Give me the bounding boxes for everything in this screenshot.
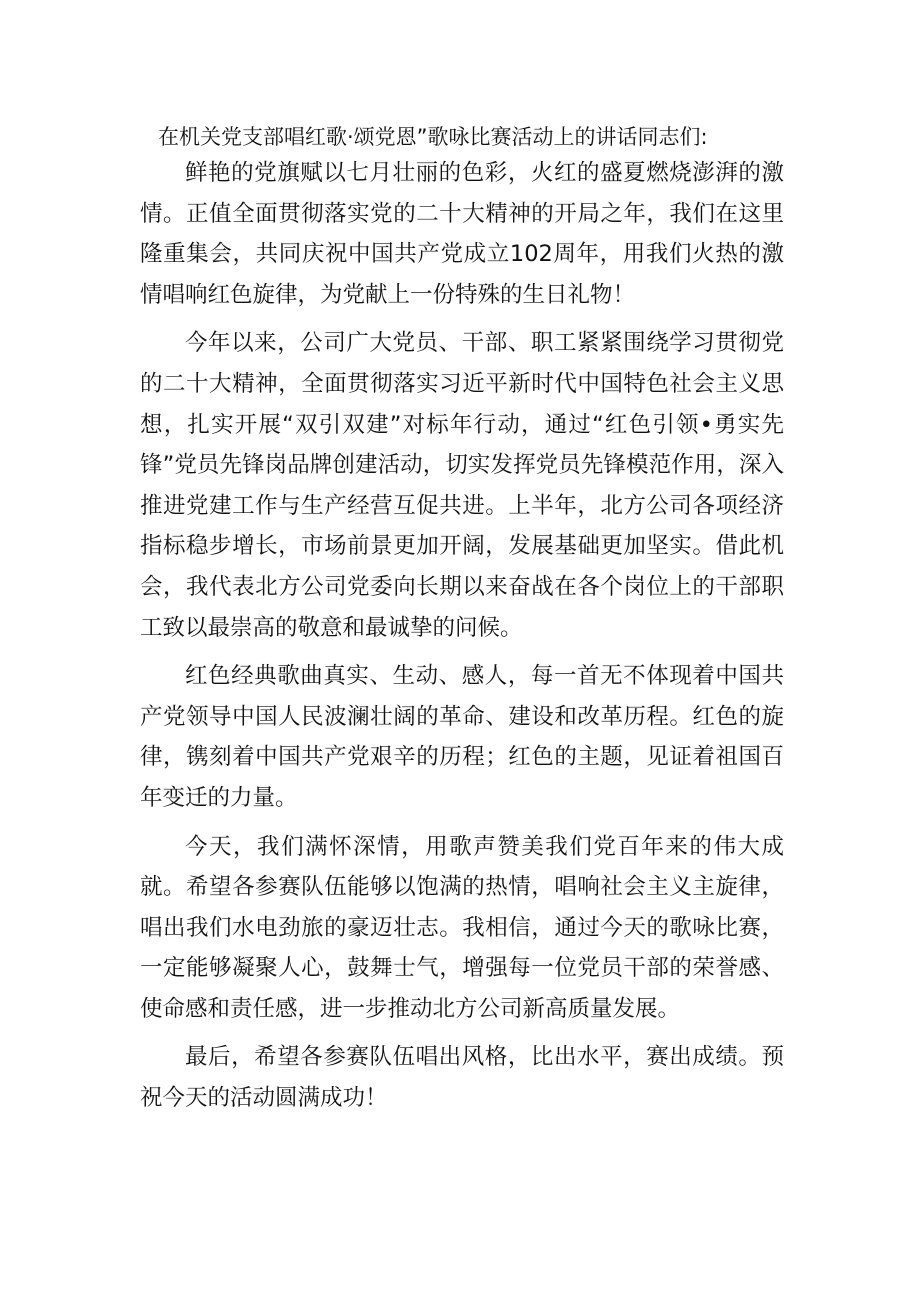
speech-title-line: 在机关党支部唱红歌·颂党恩”歌咏比赛活动上的讲话同志们: [158, 125, 708, 149]
paragraph-1: 鲜艳的党旗赋以七月壮丽的色彩，火红的盛夏燃烧澎湃的激情。正值全面贯彻落实党的二十大精神的开局之年，我们在这里隆重集会，共同庆祝中国共产党成立102周年，用我们火热的激情唱响红色旋律，为党献上一份特殊的生日礼物！ [140, 160, 784, 308]
paragraph-5: 最后，希望各参赛队伍唱出风格，比出水平，赛出成绩。预祝今天的活动圆满成功！ [140, 1044, 784, 1112]
paragraph-2: 今年以来，公司广大党员、干部、职工紧紧围绕学习贯彻党的二十大精神，全面贯彻落实习近平新时代中国特色社会主义思想，扎实开展“双引双建”对标年行动，通过“红色引领•勇实先锋”党员先锋岗品牌创建活动，切实发挥党员先锋模范作用，深入推进党建工作与生产经营互促共进。上半年，北方公司各项经济指标稳步增长，市场前景更加开阔，发展基础更加坚实。借此机会，我代表北方公司党委向长期以来奋战在各个岗位上的干部职工致以最崇高的敬意和最诚挚的问候。 [140, 330, 784, 641]
speech-body [140, 153, 784, 1127]
paragraph-3: 红色经典歌曲真实、生动、感人，每一首无不体现着中国共产党领导中国人民波澜壮阔的革命、建设和改革历程。红色的旋律，镌刻着中国共产党艰辛的历程；红色的主题，见证着祖国百年变迁的力量。 [140, 663, 784, 811]
paragraph-4: 今天，我们满怀深情，用歌声赞美我们党百年来的伟大成就。希望各参赛队伍能够以饱满的热情，唱响社会主义主旋律，唱出我们水电劲旅的豪迈壮志。我相信，通过今天的歌咏比赛，一定能够凝聚人心，鼓舞士气，增强每一位党员干部的荣誉感、使命感和责任感，进一步推动北方公司新高质量发展。 [140, 833, 784, 1022]
